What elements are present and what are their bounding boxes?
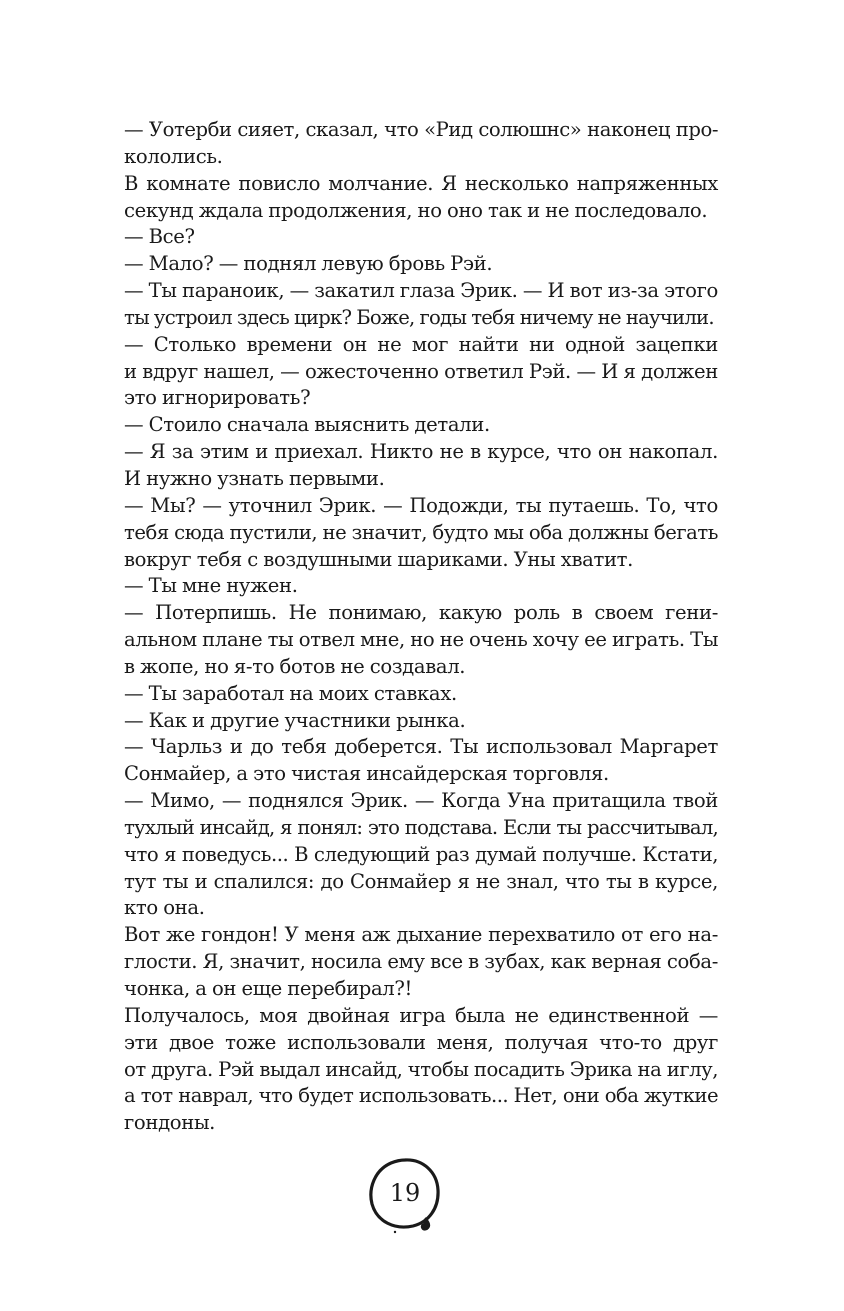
text-line: тухлый инсайд, я понял: это подстава. Если ты рассчитывал, xyxy=(124,815,718,839)
text-line: в жопе, но я-то ботов не создавал. xyxy=(124,654,466,678)
text-line: Вот же гондон! У меня аж дыхание перехватило от его на- xyxy=(124,923,718,947)
text-line: — Потерпишь. Не понимаю, какую роль в своем гени- xyxy=(124,601,718,625)
text-line: — Мимо, — поднялся Эрик. — Когда Уна притащила твой xyxy=(124,789,718,813)
text-line: — Я за этим и приехал. Никто не в курсе, что он накопал. xyxy=(124,440,718,464)
text-line: это игнорировать? xyxy=(124,386,311,410)
text-line: Получалось, моя двойная игра была не единственной — xyxy=(124,1003,718,1027)
text-line: Сонмайер, а это чистая инсайдерская торговля. xyxy=(124,762,609,786)
text-line: И нужно узнать первыми. xyxy=(124,466,385,490)
text-line: гондоны. xyxy=(124,1111,216,1135)
text-line: — Как и другие участники рынка. xyxy=(124,708,466,732)
text-line: эти двое тоже использовали меня, получая что-то друг xyxy=(124,1030,718,1054)
text-line: а тот наврал, что будет использовать... Нет, они оба жуткие xyxy=(124,1084,718,1108)
text-line: секунд ждала продолжения, но оно так и не последовало. xyxy=(124,198,708,222)
text-line: — Мы? — уточнил Эрик. — Подожди, ты путаешь. То, что xyxy=(124,493,718,517)
text-line: и вдруг нашел, — ожесточенно ответил Рэй. — И я должен xyxy=(124,359,718,383)
page-number: 19 xyxy=(389,1179,421,1207)
text-line: что я поведусь... В следующий раз думай получше. Кстати, xyxy=(124,842,718,866)
text-line: — Стоило сначала выяснить детали. xyxy=(124,413,490,437)
text-line: — Уотерби сияет, сказал, что «Рид солюшнс» наконец про- xyxy=(124,118,718,141)
text-line: кто она. xyxy=(124,896,205,920)
text-line: кололись. xyxy=(124,144,223,168)
text-line: чонка, а он еще перебирал?! xyxy=(124,977,413,1000)
page-number-badge xyxy=(365,1156,445,1236)
text-line: — Мало? — поднял левую бровь Рэй. xyxy=(124,252,493,276)
text-line: ты устроил здесь цирк? Боже, годы тебя ничему не научили. xyxy=(124,305,714,329)
text-line: альном плане ты отвел мне, но не очень хочу ее играть. Ты xyxy=(124,628,719,652)
text-line: — Все? xyxy=(124,225,195,249)
text-line: тебя сюда пустили, не значит, будто мы оба должны бегать xyxy=(124,520,718,544)
text-line: — Ты мне нужен. xyxy=(124,574,298,598)
text-line: от друга. Рэй выдал инсайд, чтобы посадить Эрика на иглу, xyxy=(124,1057,718,1081)
text-line: — Ты параноик, — закатил глаза Эрик. — И вот из-за этого xyxy=(124,279,718,303)
text-line: вокруг тебя с воздушными шариками. Уны хватит. xyxy=(124,547,634,571)
text-line: глости. Я, значит, носила ему все в зубах, как верная соба- xyxy=(124,950,718,974)
text-line: В комнате повисло молчание. Я несколько напряженных xyxy=(124,171,718,195)
text-line: — Чарльз и до тебя доберется. Ты использовал Маргарет xyxy=(124,735,718,759)
text-line: тут ты и спалился: до Сонмайер я не знал, что ты в курсе, xyxy=(124,869,718,893)
text-line: — Ты заработал на моих ставках. xyxy=(124,681,457,705)
text-line: — Столько времени он не мог найти ни одной зацепки xyxy=(124,332,718,356)
page-body xyxy=(124,117,718,1137)
